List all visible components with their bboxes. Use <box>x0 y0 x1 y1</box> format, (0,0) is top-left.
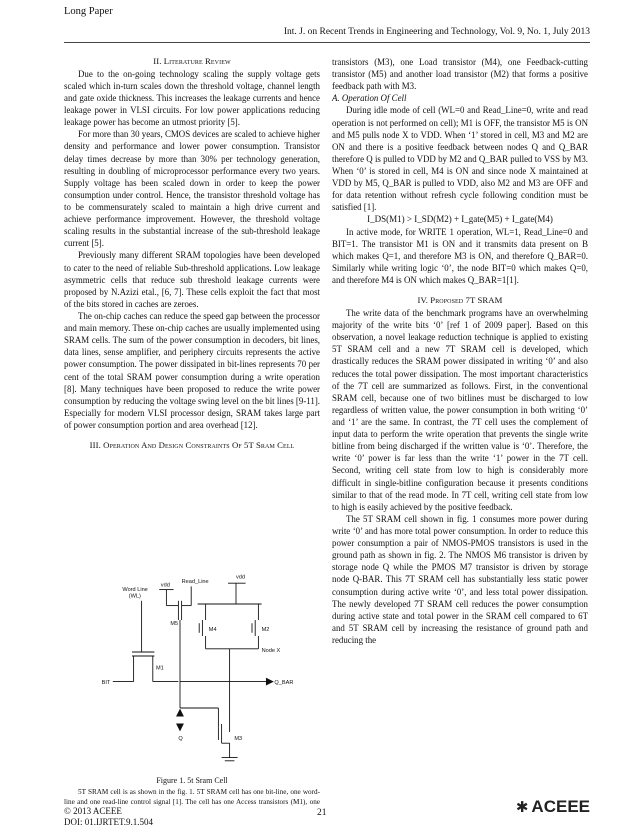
left-continuation <box>64 788 320 806</box>
paragraph: Due to the on-going technology scaling the supply voltage gets scaled which in-turn scales down the threshold voltage, channel length and gate oxide thickness. This increases the leakage currents and hence leakage power in VLSI circuits. For low power applications reducing leakage power has become an utmost priority [5]. <box>64 68 320 128</box>
m4-label: M4 <box>208 627 217 634</box>
journal-tag: Long Paper <box>64 6 113 17</box>
left-column <box>64 56 320 452</box>
logo-text: ACEEE <box>531 797 590 816</box>
aceee-logo <box>516 797 590 817</box>
paragraph: The 5T SRAM cell shown in fig. 1 consumes more power during write ‘0’ and has more total power consumption. In order to reduce this power consumption a pair of NMOS-PMOS transistors is used in the ground path as shown in fig. 2. The NMOS M6 transistor is driven by storage node Q while the PMOS M7 transistor is driven by storage node Q-BAR. This 7T SRAM cell has substantially less static power consumption during active write ‘0’, and less total power dissipation. The newly developed 7T SRAM cell reduces the power consumption during active state and total power in the SRAM cell compared to 6T and 5T SRAM cell by increasing the resistance of ground path and reducing the <box>332 513 588 645</box>
word-line-label: Word Line <box>122 587 148 594</box>
logo-star-icon: ✱ <box>515 799 529 816</box>
node-x-label: Node X <box>261 648 281 654</box>
q-bar-label: Q_BAR <box>274 680 294 686</box>
bit-label: BIT <box>101 680 111 686</box>
header-rule <box>64 42 590 43</box>
m1-label: M1 <box>156 665 164 672</box>
vdd-left-label: vdd <box>160 582 170 589</box>
paragraph: During idle mode of cell (WL=0 and Read_Line=0, write and read operation is not performed on cell); M1 is OFF, the transistor M5 is ON and M5 pulls node X to VDD. When ‘1’ stored in cell, M3 and M2 are ON and there is a positive feedback between nodes Q and Q_BAR therefore Q is pulled to VDD by M2 and Q_BAR pulled to VSS by M3. When ‘0’ is stored in cell, M4 is ON and since node X maintained at VDD by M5, Q_BAR is pulled to VDD, also M2 and M3 are OFF and for data retention without refresh cycle following condition must be satisfied [1]. <box>332 105 588 213</box>
wl-label: (WL) <box>128 593 141 600</box>
paragraph: In active mode, for WRITE 1 operation, WL=1, Read_Line=0 and BIT=1. The transistor M1 is ON and it transmits data present on B which makes Q=1, and therefore M3 is ON, and therefore Q_BAR=0. Similarly while writing logic ‘0’, the node BIT=0 which makes Q=0, and therefore M4 is ON which makes Q_BAR=1[1]. <box>332 226 588 286</box>
m2-label: M2 <box>261 627 270 634</box>
paragraph: Previously many different SRAM topologies have been developed to cater to the need of reliable Sub-threshold applications. Low leakage asymmetric cells that reduce sub threshold leakage currents were proposed by N.Azizi etal., [6, 7]. These cells exploit the fact that most of the bits stored in caches are zeroes. <box>64 250 320 309</box>
paragraph: transistors (M3), one Load transistor (M4), one Feedback-cutting transistor (M5) and another load transistor (M2) that forms a positive feedback path with M3. <box>332 57 588 92</box>
m3-label: M3 <box>234 736 243 742</box>
figure-caption: Figure 1. 5t Sram Cell <box>156 776 228 785</box>
subsection-a-heading: A. Operation Of Cell <box>332 93 407 104</box>
equation: I_DS(M1) > I_SD(M2) + I_gate(M5) + I_gate(M4) <box>367 214 553 225</box>
section-3-heading: III. Operation And Design Constraints Of 5T Sram Cell <box>89 440 295 451</box>
m5-label: M5 <box>170 620 179 627</box>
paragraph: The on-chip caches can reduce the speed gap between the processor and main memory. These on-chip caches are usually implemented using SRAM cells. The sum of the power consumption in decoders, bit lines, data lines, sense amplifier, and periphery circuits represents the active power consumption. The power dissipated in bit-lines represents 70 per cent of the total SRAM power consumption during a write operation [8]. Many techniques have been proposed to reduce the write power consumption by reducing the voltage swing level on the bit lines [9-11]. Especially for modern VLSI processor design, SRAM takes large part of power consumption portion and area overhead [12]. <box>64 311 320 430</box>
figure-5t-sram-cell <box>78 572 314 772</box>
paragraph: For more than 30 years, CMOS devices are scaled to achieve higher density and performance and lower power consumption. Transistor delay times decrease by more than 30% per technology generation, resulting in doubling of microprocessor performance every two years. Supply voltage has been scaled down in order to keep the power consumption under control. Hence, the transistor threshold voltage has to be commensurately scaled to maintain a high drive current and achieve performance improvement. However, the threshold voltage scaling results in the substantial increase of the sub-threshold leakage current [5]. <box>64 129 320 249</box>
doi-text: DOI: 01.IJRTET.9.1.504 <box>64 817 154 828</box>
q-label: Q <box>178 736 183 742</box>
paragraph: The write data of the benchmark programs have an overwhelming majority of the write bits ‘0’ [ref 1 of 2009 paper]. Based on this observation, a novel leakage reduction technique is applied to existing 5T SRAM cell and a new 7T SRAM cell is developed, which drastically reduces the SRAM power dissipated in writing ‘0’ and also reduces the total power dissipation. The most important characteristics of the 7T cell are summarized as follows. First, in the conventional SRAM cell, because one of two bitlines must be discharged to low regardless of written value, the power consumption in both writing ‘0’ and ‘1’ are the same. In contrast, the 7T cell uses the complement of input data to perform the write operation that prevents the single write bitline from being discharged if the written value is ‘0’. Therefore, the write ‘0’ power is far less than the write ‘1’ power in the 7T cell. Second, writing cell state from low to high is considerably more difficult in single-bitline configuration because it presents conditions similar to that of the read mode. In 7T cell, writing cell state from low to high is easily achieved by the positive feedback. <box>332 308 588 512</box>
paragraph: 5T SRAM cell is as shown in the fig. 1. 5T SRAM cell has one bit-line, one word-line and one read-line control signal [1]. The cell has one Access transistors (M1), one <box>64 788 320 806</box>
vdd-top-label: vdd <box>236 574 246 581</box>
read-line-label: Read_Line <box>181 579 209 586</box>
journal-header: Int. J. on Recent Trends in Engineering and Technology, Vol. 9, No. 1, July 2013 <box>283 27 590 37</box>
section-2-heading: II. Literature Review <box>153 56 231 66</box>
copyright-text: © 2013 ACEEE <box>64 806 122 816</box>
page-number: 21 <box>317 808 327 818</box>
footer-left <box>64 806 153 829</box>
section-4-heading: IV. Proposed 7T SRAM <box>417 295 503 306</box>
right-column <box>332 56 588 646</box>
